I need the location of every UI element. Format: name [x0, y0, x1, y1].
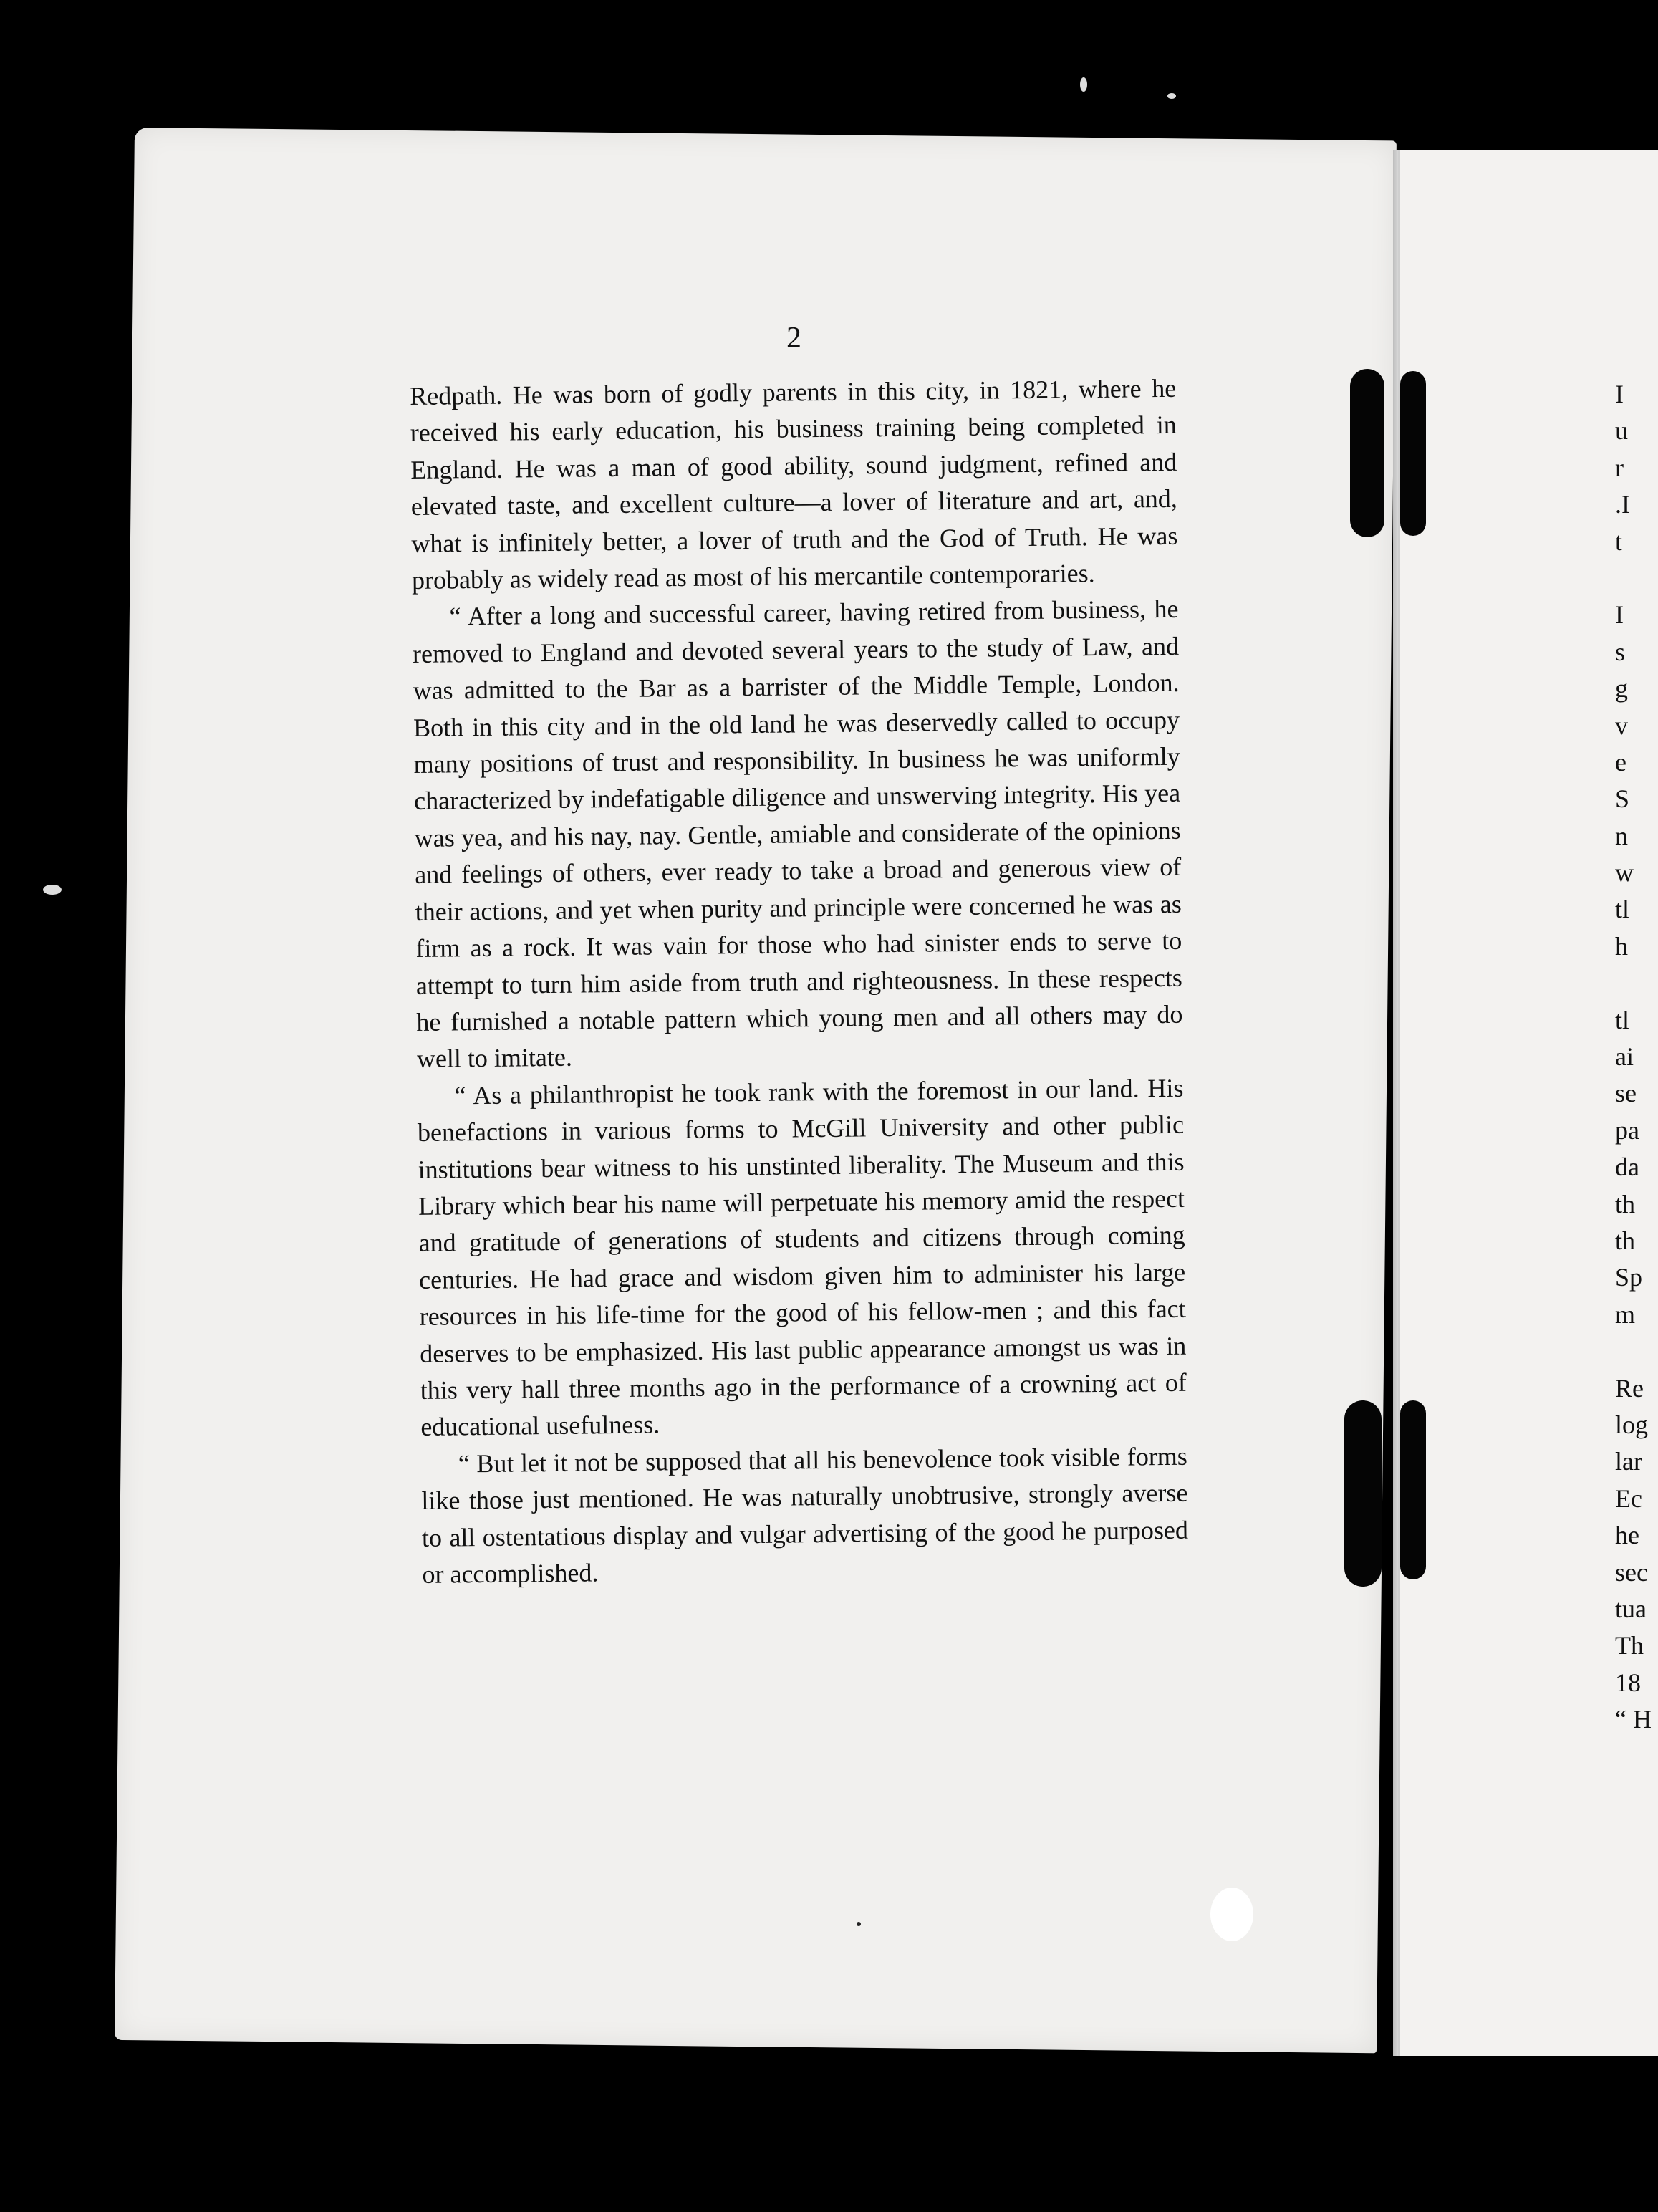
right-fragment: sec [1615, 1557, 1648, 1587]
right-fragment: I [1615, 600, 1624, 630]
binding-mark-bottom-right [1400, 1400, 1426, 1579]
binding-mark-top-right [1400, 371, 1426, 536]
right-fragment: .I [1615, 490, 1630, 519]
right-fragment: pa [1615, 1115, 1639, 1145]
paragraph-2: “ After a long and successful career, having retired from business, he removed to England and devoted several years to the study of Law, and was admitted to the Bar as a barrister of the Middle Temple, London. Both in this city and in the old land he was deservedly called to occupy many positions of trust and responsibility. In business he was uniformly characterized by indefatigable diligence and unswerving integrity. His yea was yea, and his nay, nay. Gentle, amiable and considerate of the opinions and feelings of others, ever ready to take a broad and generous view of their actions, and yet when purity and principle were concerned he was as firm as a rock. It was vain for those who had sinister ends to serve to attempt to turn him aside from truth and righteousness. In these respects he furnished a notable pattern which young men and all others may do well to imitate. [412, 595, 1183, 1074]
page-number: 2 [786, 322, 801, 355]
paragraph-4: “ But let it not be supposed that all his benevolence took visible forms like those just mentioned. He was naturally unobtrusive, strongly averse to all ostentatious display and vulgar advertising of the good he purposed or accomplished. [421, 1441, 1189, 1589]
right-fragment: “ H [1615, 1705, 1652, 1734]
right-fragment: tl [1615, 1005, 1630, 1034]
right-fragment: u [1615, 416, 1628, 446]
right-fragment: r [1615, 453, 1624, 482]
right-fragment: 18 [1615, 1668, 1641, 1697]
right-fragment: g [1615, 674, 1628, 703]
right-fragment: lar [1615, 1447, 1642, 1476]
right-fragment: da [1615, 1153, 1639, 1182]
right-fragment: t [1615, 526, 1623, 556]
scan-speck [857, 1922, 861, 1926]
right-fragment: ai [1615, 1042, 1634, 1072]
right-fragment: n [1615, 821, 1628, 850]
right-fragment [1615, 560, 1658, 597]
right-fragment: se [1615, 1079, 1637, 1108]
scan-speck [43, 885, 62, 895]
scan-speck [1167, 93, 1176, 99]
right-fragment: Re [1615, 1373, 1644, 1403]
right-fragment: Sp [1615, 1263, 1643, 1292]
right-fragment: tl [1615, 895, 1630, 924]
right-fragment: S [1615, 784, 1630, 814]
binding-mark-bottom-left [1344, 1400, 1382, 1587]
right-fragment: he [1615, 1521, 1639, 1550]
right-fragment [1615, 1333, 1658, 1370]
right-fragment: Ec [1615, 1484, 1642, 1513]
right-fragment: w [1615, 858, 1634, 888]
right-fragment: s [1615, 637, 1626, 666]
scan-speck [1210, 1888, 1253, 1941]
body-text [410, 370, 1189, 1594]
right-fragment: I [1615, 380, 1624, 408]
right-page-text-fragments [1615, 376, 1658, 1738]
scan-speck [1080, 77, 1087, 92]
right-fragment: th [1615, 1226, 1636, 1255]
binding-mark-top-left [1350, 369, 1384, 537]
right-fragment: v [1615, 711, 1628, 740]
right-fragment: Th [1615, 1631, 1644, 1660]
right-fragment: log [1615, 1410, 1649, 1439]
paragraph-3: “ As a philanthropist he took rank with the foremost in our land. His benefactions in various forms to McGill University and other public institutions bear witness to his unstinted liberality. The Museum and this Library which bear his name will perpetuate his memory amid the respect and gratitude of generations of students and citizens through coming centuries. He had grace and wisdom given him to administer his large resources in his life-time for the good of his fellow-men ; and this fact deserves to be emphasized. His last public appearance amongst us was in this very hall three months ago in the performance of a crowning act of educational usefulness. [417, 1073, 1187, 1442]
paragraph-1: Redpath. He was born of godly parents in this city, in 1821, where he received his early education, his business training being completed in England. He was a man of good ability, sound judgment, refined and elevated taste, and excellent culture—a lover of literature and art, and, what is infinitely better, a lover of truth and the God of Truth. He was probably as widely read as most of his mercantile contemporaries. [410, 373, 1178, 595]
right-fragment: tua [1615, 1594, 1647, 1623]
right-fragment: h [1615, 931, 1628, 961]
right-fragment: m [1615, 1299, 1636, 1329]
right-fragment [1615, 965, 1658, 1001]
right-fragment: e [1615, 747, 1626, 776]
right-fragment: th [1615, 1189, 1636, 1218]
